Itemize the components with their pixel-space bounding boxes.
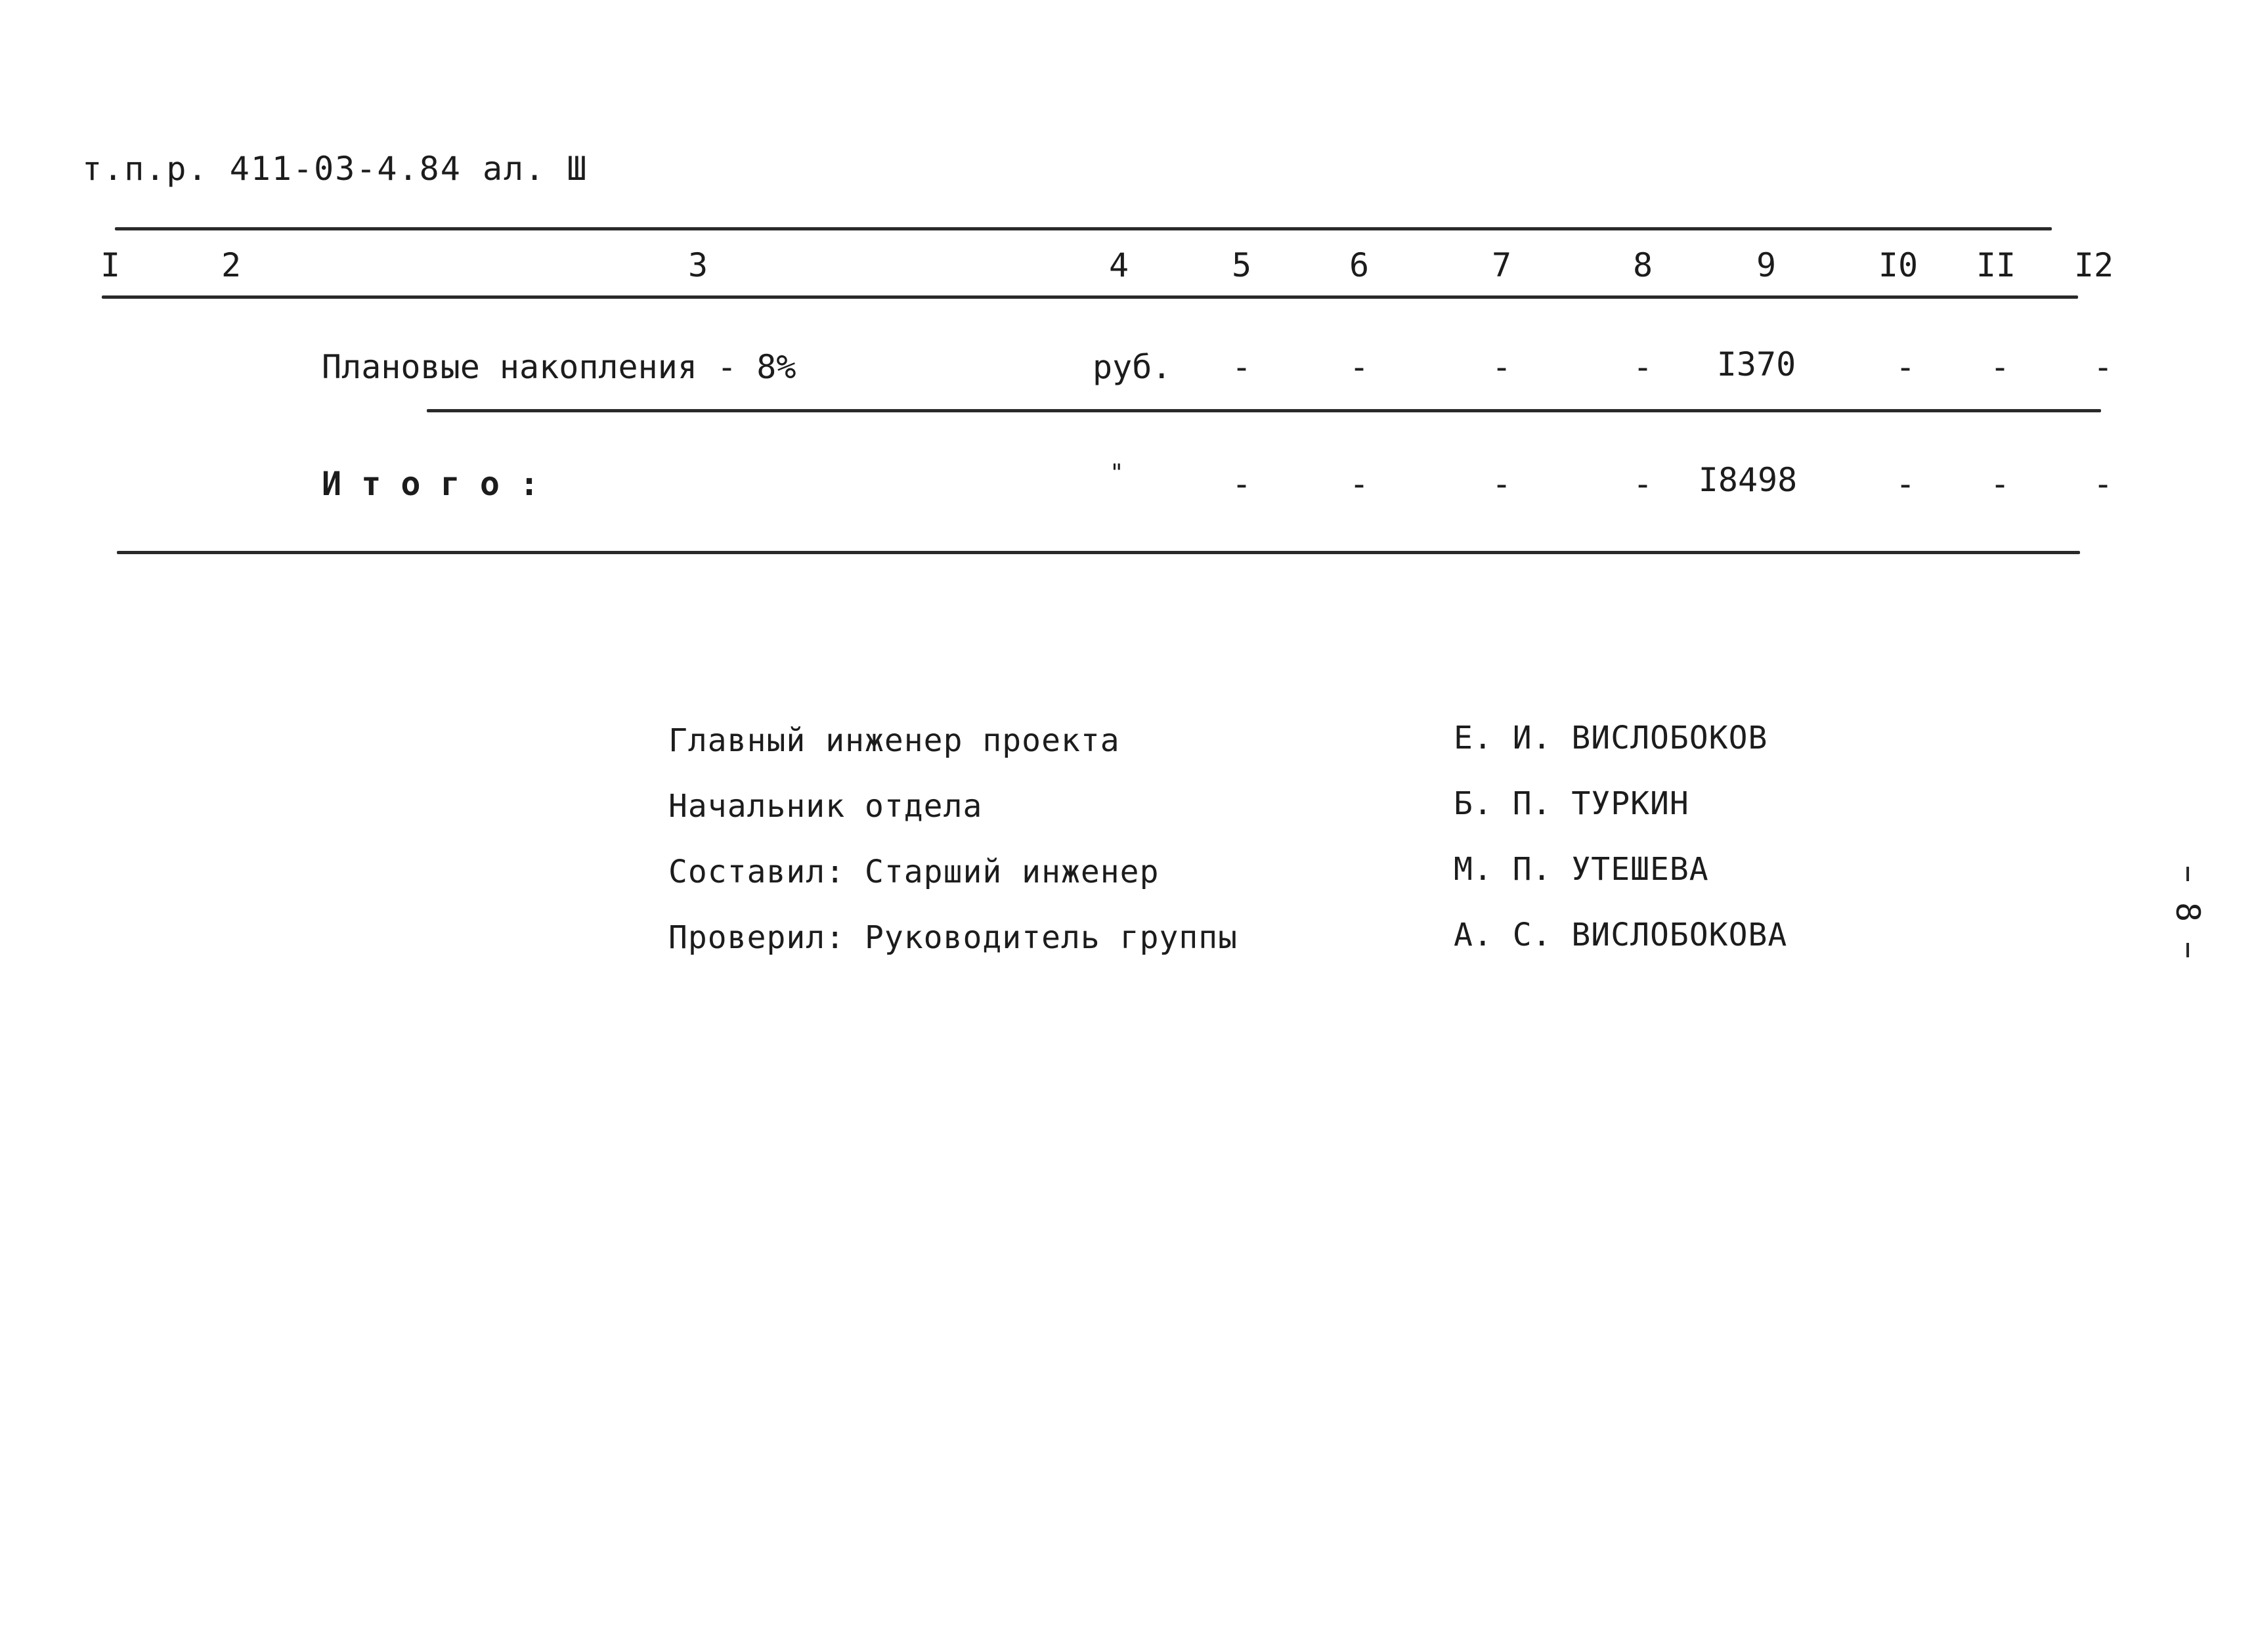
signature-role: Проверил: Руководитель группы <box>668 919 1238 956</box>
row-col8: - <box>1632 465 1653 503</box>
row-col10: - <box>1895 465 1916 503</box>
signature-role: Составил: Старший инженер <box>668 854 1160 890</box>
table-bottom-rule <box>117 551 2080 554</box>
signature-role: Начальник отдела <box>668 788 983 825</box>
column-number: 6 <box>1349 246 1370 284</box>
sheet-number-value: 8 <box>2169 902 2207 923</box>
row-unit: " <box>1110 460 1124 487</box>
row-col12: - <box>2093 348 2114 386</box>
column-number: I <box>100 246 121 284</box>
row-col7: - <box>1491 348 1512 386</box>
sheet-number-tick <box>2186 943 2189 957</box>
signature-name: А. С. ВИСЛОБОКОВА <box>1454 917 1788 953</box>
column-header-rule <box>102 295 2078 299</box>
table-top-rule <box>115 227 2052 230</box>
document-code: т.п.р. 411-03-4.84 ал. Ш <box>82 150 588 188</box>
row-col7: - <box>1491 465 1512 503</box>
signature-name: М. П. УТЕШЕВА <box>1454 851 1709 888</box>
row-col5: - <box>1231 348 1252 386</box>
row-col11: - <box>1989 348 2010 386</box>
row-separator-rule <box>427 409 2101 412</box>
column-number: 9 <box>1756 246 1777 284</box>
row-col6: - <box>1349 465 1370 503</box>
sheet-number-tick <box>2186 867 2189 881</box>
column-number: 4 <box>1108 246 1129 284</box>
column-number: I2 <box>2073 246 2114 284</box>
row-description: И т о г о : <box>322 465 540 503</box>
signature-name: Е. И. ВИСЛОБОКОВ <box>1454 720 1768 756</box>
row-description: Плановые накопления - 8% <box>322 348 796 386</box>
row-col5: - <box>1231 465 1252 503</box>
signature-role: Главный инженер проекта <box>668 722 1120 759</box>
row-col12: - <box>2093 465 2114 503</box>
column-number: 7 <box>1491 246 1512 284</box>
column-number: 8 <box>1632 246 1653 284</box>
row-col9: I8498 <box>1698 461 1798 499</box>
signature-name: Б. П. ТУРКИН <box>1454 785 1689 822</box>
column-number: 5 <box>1231 246 1252 284</box>
column-number: II <box>1976 246 2016 284</box>
column-number: I0 <box>1878 246 1919 284</box>
row-col8: - <box>1632 348 1653 386</box>
row-col11: - <box>1989 465 2010 503</box>
sheet-number <box>2169 867 2207 957</box>
row-col9: I370 <box>1716 345 1796 383</box>
column-number: 3 <box>687 246 708 284</box>
row-col10: - <box>1895 348 1916 386</box>
row-unit: руб. <box>1093 348 1172 386</box>
column-number: 2 <box>221 246 242 284</box>
row-col6: - <box>1349 348 1370 386</box>
